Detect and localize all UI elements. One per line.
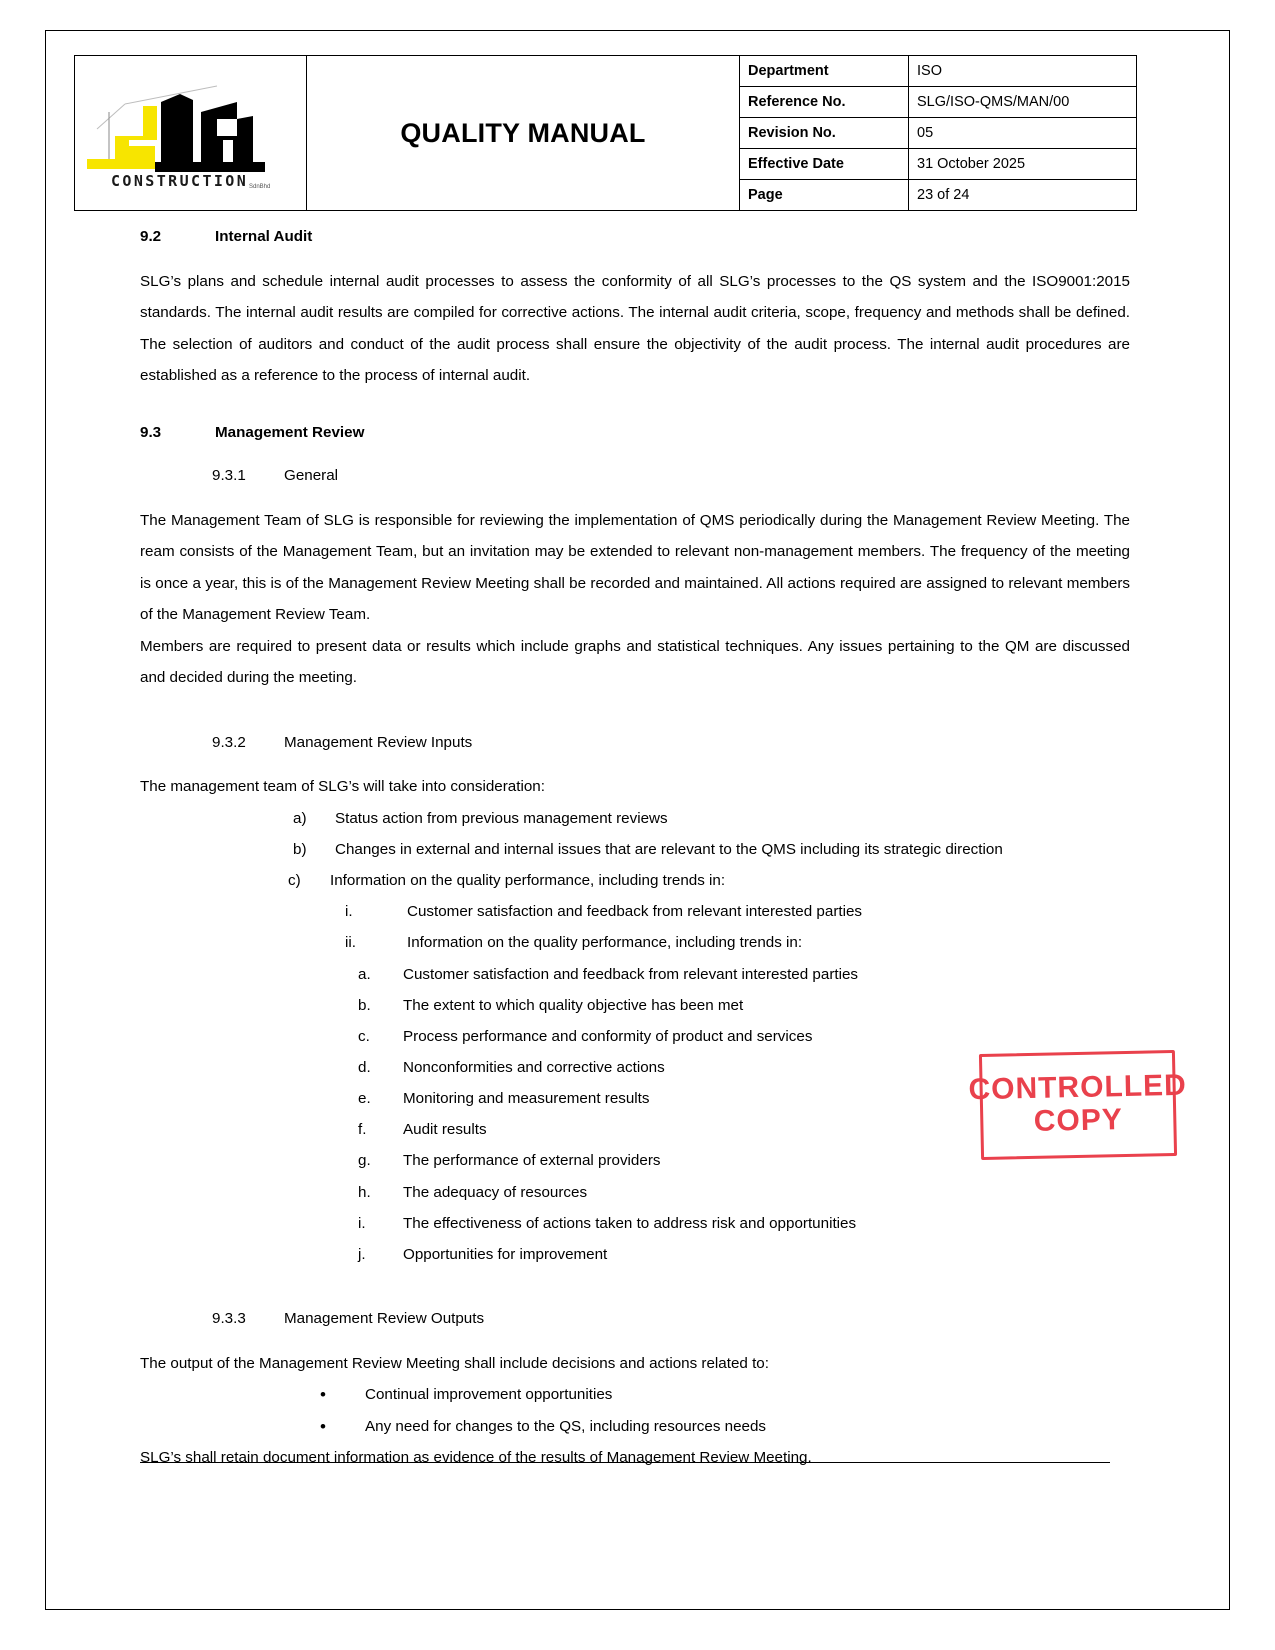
section-title-9-3-2: Management Review Inputs [284, 733, 473, 751]
list-item [140, 990, 1130, 1021]
meta-key-effective-date: Effective Date [740, 149, 909, 180]
bullet-icon: • [320, 1416, 326, 1436]
list-item [140, 1379, 1130, 1410]
list-item-text: Continual improvement opportunities [365, 1386, 613, 1404]
list-marker: d. [358, 1058, 371, 1076]
meta-value-revision-no: 05 [909, 118, 1137, 149]
document-meta-table [740, 56, 1136, 210]
section-heading-9-3 [140, 418, 1130, 448]
list-marker: a) [293, 809, 307, 827]
meta-value-department: ISO [909, 56, 1137, 87]
section-title-9-2: Internal Audit [215, 228, 313, 245]
document-body [140, 222, 1130, 1474]
table-row [740, 56, 1136, 87]
list-marker: ii. [345, 934, 356, 952]
list-item [140, 896, 1130, 927]
section-heading-9-3-2 [212, 728, 1130, 758]
list-item-text: Changes in external and internal issues that are relevant to the QMS including its strategic direction [335, 840, 1003, 858]
footer-divider [140, 1462, 1110, 1463]
stamp-line-1: CONTROLLED [968, 1069, 1188, 1107]
list-marker: c) [288, 872, 301, 890]
list-marker: f. [358, 1121, 367, 1139]
document-header [74, 55, 1137, 211]
list-marker: j. [358, 1245, 366, 1263]
list-marker: b) [293, 840, 307, 858]
section-number-9-3: 9.3 [140, 423, 162, 441]
list-item [140, 927, 1130, 958]
section-title-9-3-1: General [284, 467, 339, 485]
table-row [740, 87, 1136, 118]
list-item [140, 803, 1130, 834]
list-marker: i. [345, 903, 353, 921]
section-title-9-3: Management Review [215, 423, 365, 441]
meta-key-reference-no: Reference No. [740, 87, 909, 118]
section-9-3-1-paragraph-1: The Management Team of SLG is responsible for reviewing the implementation of QMS periodically during the Management Review Meeting. The ream consists of the Management Team, but an invitation may be extended to relevant non-management members. The frequency of the meeting is once a year, this is of the Management Review Meeting shall be recorded and maintained. All actions required are assigned to relevant members of the Management Review Team. [140, 511, 1130, 624]
company-logo-cell [75, 56, 307, 210]
list-item-text: Audit results [403, 1121, 487, 1139]
list-item [140, 1411, 1130, 1442]
section-title-9-3-3: Management Review Outputs [284, 1310, 485, 1328]
list-marker: c. [358, 1027, 370, 1045]
list-item-text: Monitoring and measurement results [403, 1090, 650, 1108]
list-marker: e. [358, 1090, 371, 1108]
list-item-text: The effectiveness of actions taken to address risk and opportunities [403, 1214, 857, 1232]
list-item-text: The performance of external providers [403, 1152, 661, 1170]
list-marker: i. [358, 1214, 366, 1232]
list-marker: g. [358, 1152, 371, 1170]
list-item-text: The extent to which quality objective has been met [403, 996, 744, 1014]
page-title: QUALITY MANUAL [400, 117, 646, 148]
meta-value-page: 23 of 24 [909, 180, 1137, 211]
list-item [140, 834, 1130, 865]
list-marker: h. [358, 1183, 371, 1201]
document-meta-cell [740, 56, 1136, 210]
section-heading-9-3-1 [212, 461, 1130, 491]
meta-value-effective-date: 31 October 2025 [909, 149, 1137, 180]
table-row [740, 180, 1136, 211]
controlled-copy-stamp [968, 1050, 1188, 1160]
bullet-icon: • [320, 1385, 326, 1405]
stamp-line-2: COPY [1033, 1103, 1124, 1138]
svg-text:SdnBhd: SdnBhd [248, 184, 270, 190]
list-item [140, 865, 1130, 896]
section-number-9-2: 9.2 [140, 228, 162, 245]
list-item [140, 1208, 1130, 1239]
section-heading-9-3-3 [212, 1304, 1130, 1334]
table-row [740, 149, 1136, 180]
list-item-text: Customer satisfaction and feedback from relevant interested parties [403, 965, 859, 983]
meta-key-page: Page [740, 180, 909, 211]
list-item [140, 1177, 1130, 1208]
section-9-3-2-lead: The management team of SLG’s will take into consideration: [140, 778, 545, 796]
section-number-9-3-1: 9.3.1 [212, 467, 246, 485]
list-item-text: Information on the quality performance, including trends in: [330, 872, 726, 890]
list-item-text: Nonconformities and corrective actions [403, 1058, 665, 1076]
list-item-text: Any need for changes to the QS, including resources needs [365, 1417, 767, 1435]
list-item [140, 1021, 1130, 1052]
meta-key-revision-no: Revision No. [740, 118, 909, 149]
meta-key-department: Department [740, 56, 909, 87]
section-9-3-3-closing: SLG’s shall retain document information as evidence of the results of Management Review Meeting. [140, 1449, 812, 1467]
list-item-text: Opportunities for improvement [403, 1245, 608, 1263]
document-title-cell [307, 56, 740, 210]
list-item-text: Information on the quality performance, including trends in: [407, 934, 803, 952]
list-item-text: Status action from previous management reviews [335, 809, 668, 827]
slg-construction-logo [85, 74, 297, 194]
list-marker: a. [358, 965, 371, 983]
list-item [140, 1239, 1130, 1270]
section-number-9-3-3: 9.3.3 [212, 1310, 246, 1328]
list-item-text: Customer satisfaction and feedback from relevant interested parties [407, 903, 863, 921]
list-item-text: The adequacy of resources [403, 1183, 588, 1201]
list-item-text: Process performance and conformity of product and services [403, 1027, 813, 1045]
section-9-3-1-paragraph-2: Members are required to present data or results which include graphs and statistical techniques. Any issues pertaining to the QM are discussed and decided during the meeting. [140, 637, 1130, 687]
section-number-9-3-2: 9.3.2 [212, 733, 246, 751]
list-item [140, 959, 1130, 990]
table-row [740, 118, 1136, 149]
meta-value-reference-no: SLG/ISO-QMS/MAN/00 [909, 87, 1137, 118]
section-9-2-paragraph: SLG’s plans and schedule internal audit processes to assess the conformity of all SLG’s processes to the QS system and the ISO9001:2015 standards. The internal audit results are compiled for corrective actions. The internal audit criteria, scope, frequency and methods shall be defined. The selection of auditors and conduct of the audit process shall ensure the objectivity of the audit process. The internal audit procedures are established as a reference to the process of internal audit. [140, 272, 1130, 385]
section-9-3-3-lead: The output of the Management Review Meeting shall include decisions and actions related to: [140, 1354, 769, 1372]
svg-text:CONSTRUCTION: CONSTRUCTION [110, 172, 248, 190]
list-marker: b. [358, 996, 371, 1014]
section-heading-9-2 [140, 222, 1130, 252]
